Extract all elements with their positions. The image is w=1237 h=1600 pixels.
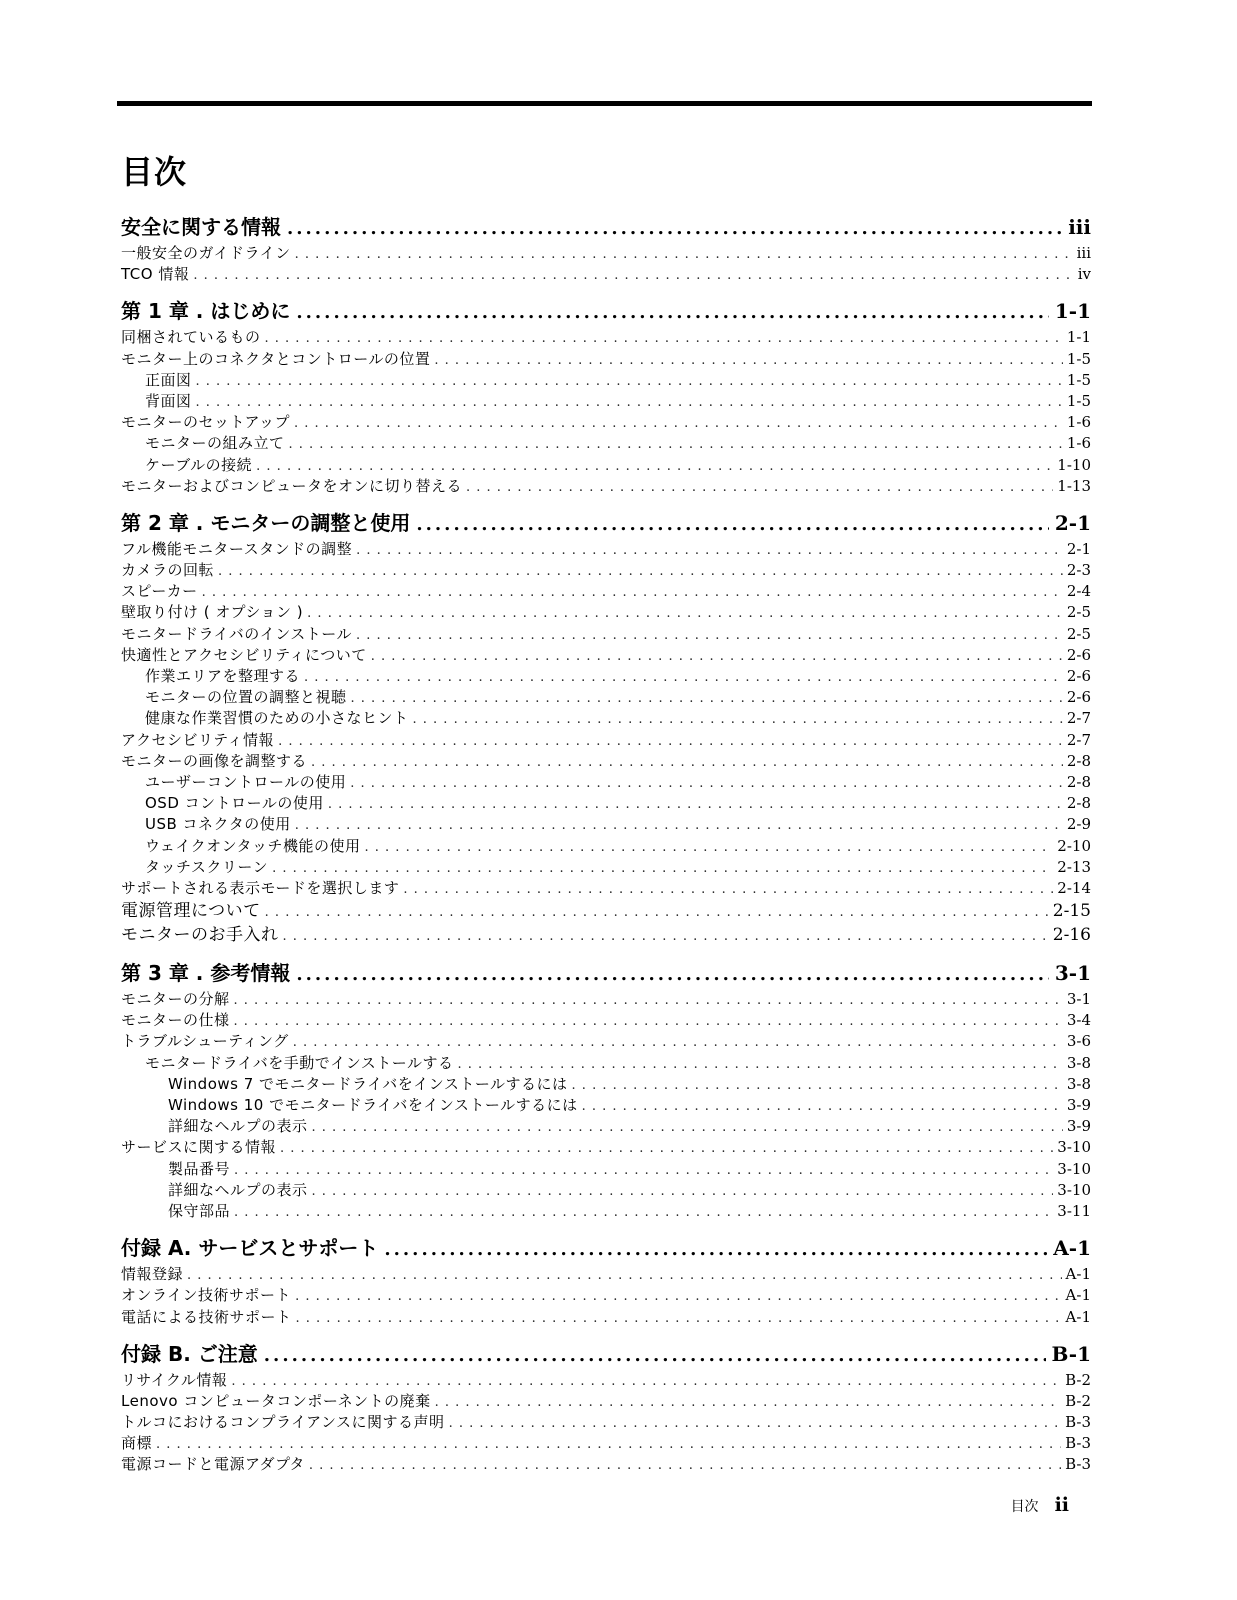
entry-page-number: 2-10 <box>1057 836 1091 855</box>
entry-page-number: 2-6 <box>1066 688 1091 707</box>
entry-title: 健康な作業習慣のための小さなヒント <box>145 709 409 728</box>
dot-leader <box>296 299 1048 327</box>
toc-entry[interactable] <box>121 687 1091 708</box>
entry-page-number: 2-6 <box>1066 667 1091 685</box>
entry-title: モニターの組み立て <box>145 434 285 453</box>
dot-leader <box>265 901 1049 925</box>
toc-entry[interactable] <box>121 730 1091 751</box>
entry-page-number: 3-10 <box>1057 1138 1091 1157</box>
entry-page-number: 2-6 <box>1066 645 1091 664</box>
chapter-title: 第 1 章 . はじめに <box>121 299 291 324</box>
page-title: 目次 <box>121 153 188 191</box>
entry-page-number: 2-7 <box>1066 709 1091 728</box>
entry-title: タッチスクリーン <box>145 857 269 876</box>
entry-page-number: 3-9 <box>1066 1117 1091 1136</box>
dot-leader <box>293 1032 1063 1053</box>
entry-title: 製品番号 <box>168 1159 231 1178</box>
dot-leader <box>289 434 1063 455</box>
entry-page-number: 1-6 <box>1066 434 1091 453</box>
dot-leader <box>218 561 1063 582</box>
entry-page-number: 2-5 <box>1066 624 1091 643</box>
toc-entry[interactable] <box>121 666 1091 687</box>
dot-leader <box>328 794 1063 815</box>
entry-title: 作業エリアを整理する <box>145 667 301 685</box>
entry-title: 電話による技術サポート <box>121 1307 292 1326</box>
entry-title: 壁取り付け ( オプション ) <box>121 603 304 622</box>
entry-title: オンライン技術サポート <box>121 1286 292 1305</box>
chapter-title: 第 3 章 . 参考情報 <box>121 961 291 986</box>
entry-page-number: B-2 <box>1065 1370 1091 1389</box>
dot-leader <box>309 1455 1061 1476</box>
entry-page-number: 2-14 <box>1057 878 1091 897</box>
entry-title: モニターおよびコンピュータをオンに切り替える <box>121 476 463 495</box>
entry-page-number: 2-5 <box>1066 603 1091 622</box>
dot-leader <box>193 265 1073 286</box>
toc-section <box>121 213 1091 285</box>
entry-title: ケーブルの接続 <box>145 455 253 474</box>
dot-leader <box>416 511 1048 539</box>
dot-leader <box>466 477 1053 498</box>
entry-page-number: 2-7 <box>1066 730 1091 749</box>
toc-entry[interactable] <box>121 1180 1091 1201</box>
entry-title: USB コネクタの使用 <box>145 815 291 834</box>
dot-leader <box>434 350 1062 371</box>
dot-leader <box>265 328 1063 349</box>
dot-leader <box>435 1392 1061 1413</box>
toc-section <box>121 509 1091 947</box>
dot-leader <box>582 1096 1063 1117</box>
entry-title: TCO 情報 <box>121 265 190 284</box>
chapter-page-number: B-1 <box>1051 1341 1091 1366</box>
toc-entry[interactable] <box>121 1285 1091 1306</box>
toc-entry[interactable] <box>121 391 1091 412</box>
entry-page-number: A-1 <box>1065 1286 1091 1305</box>
entry-page-number: 1-5 <box>1066 370 1091 389</box>
toc-entry[interactable] <box>121 455 1091 476</box>
entry-title: トルコにおけるコンプライアンスに関する声明 <box>121 1413 445 1432</box>
toc-entry[interactable] <box>121 708 1091 729</box>
dot-leader <box>304 667 1063 688</box>
entry-page-number: 1-5 <box>1066 391 1091 410</box>
entry-title: モニターの画像を調整する <box>121 751 308 770</box>
entry-title: モニタードライバを手動でインストールする <box>145 1053 454 1072</box>
toc-entry[interactable] <box>121 370 1091 391</box>
toc-chapter-entry[interactable] <box>121 1234 1091 1262</box>
dot-leader <box>234 990 1063 1011</box>
dot-leader <box>264 1342 1046 1370</box>
chapter-page-number: A-1 <box>1053 1236 1091 1261</box>
entry-title: 電源コードと電源アダプタ <box>121 1455 305 1474</box>
entry-title: 正面図 <box>145 370 192 389</box>
toc-entry[interactable] <box>121 1137 1091 1158</box>
dot-leader <box>196 371 1063 392</box>
chapter-page-number: 1-1 <box>1054 299 1091 324</box>
toc-entry[interactable] <box>121 581 1091 602</box>
entry-page-number: 2-9 <box>1066 815 1091 834</box>
entry-page-number: 3-1 <box>1066 990 1091 1009</box>
entry-title: モニターの仕様 <box>121 1011 230 1030</box>
toc-entry[interactable] <box>121 602 1091 623</box>
entry-title: 情報登録 <box>121 1265 184 1284</box>
entry-page-number: B-3 <box>1065 1455 1091 1474</box>
dot-leader <box>312 1117 1063 1138</box>
toc-chapter-entry[interactable] <box>121 509 1091 537</box>
toc-entry[interactable] <box>121 923 1091 947</box>
entry-title: リサイクル情報 <box>121 1370 228 1389</box>
entry-page-number: 2-8 <box>1066 751 1091 770</box>
entry-page-number: 1-13 <box>1057 476 1091 495</box>
dot-leader <box>283 925 1049 949</box>
entry-title: Windows 7 でモニタードライバをインストールするには <box>168 1074 568 1093</box>
entry-page-number: 1-1 <box>1066 328 1091 347</box>
toc-section <box>121 959 1091 1222</box>
dot-leader <box>280 1138 1053 1159</box>
toc-entry[interactable] <box>121 1010 1091 1031</box>
toc-entry[interactable] <box>121 1454 1091 1475</box>
chapter-title: 第 2 章 . モニターの調整と使用 <box>121 510 411 535</box>
chapter-page-number: 3-1 <box>1054 961 1091 986</box>
entry-title: モニターのお手入れ <box>121 925 279 946</box>
dot-leader <box>449 1413 1062 1434</box>
entry-title: 一般安全のガイドライン <box>121 244 291 262</box>
entry-title: サポートされる表示モードを選択します <box>121 878 400 897</box>
dot-leader <box>350 773 1063 794</box>
footer-page-number: ii <box>1054 1494 1069 1516</box>
dot-leader <box>156 1434 1061 1455</box>
dot-leader <box>234 1011 1063 1032</box>
dot-leader <box>202 582 1063 603</box>
chapter-title: 付録 B. ご注意 <box>121 1341 258 1366</box>
chapter-title: 付録 A. サービスとサポート <box>121 1236 379 1261</box>
entry-page-number: 1-6 <box>1066 413 1091 432</box>
entry-title: モニターの分解 <box>121 990 230 1009</box>
toc-entry[interactable] <box>121 1116 1091 1137</box>
dot-leader <box>413 709 1063 730</box>
toc-entry[interactable] <box>121 349 1091 370</box>
entry-title: 背面図 <box>145 391 192 410</box>
entry-title: サービスに関する情報 <box>121 1138 277 1157</box>
toc-chapter-entry[interactable] <box>121 213 1091 241</box>
entry-page-number: B-3 <box>1065 1434 1091 1453</box>
entry-title: 同梱されているもの <box>121 328 261 347</box>
toc-entry[interactable] <box>121 327 1091 348</box>
dot-leader <box>351 688 1063 709</box>
dot-leader <box>365 837 1054 858</box>
dot-leader <box>296 961 1048 989</box>
entry-title: ウェイクオンタッチ機能の使用 <box>145 836 361 855</box>
dot-leader <box>384 1236 1047 1264</box>
dot-leader <box>403 879 1053 900</box>
entry-title: トラブルシューティング <box>121 1032 289 1051</box>
toc-entry[interactable] <box>121 989 1091 1010</box>
toc-chapter-entry[interactable] <box>121 297 1091 325</box>
dot-leader <box>356 540 1063 561</box>
entry-title: モニタードライバのインストール <box>121 624 353 643</box>
entry-title: 保守部品 <box>168 1201 231 1220</box>
dot-leader <box>371 646 1063 667</box>
dot-leader <box>278 731 1063 752</box>
toc-entry[interactable] <box>121 476 1091 497</box>
entry-title: OSD コントロールの使用 <box>145 794 324 813</box>
chapter-title: 安全に関する情報 <box>121 215 281 239</box>
toc-entry[interactable] <box>121 1433 1091 1454</box>
chapter-page-number: iii <box>1068 215 1091 239</box>
entry-title: 商標 <box>121 1434 153 1453</box>
toc-chapter-entry[interactable] <box>121 959 1091 987</box>
toc-entry[interactable] <box>121 624 1091 645</box>
toc-entry[interactable] <box>121 878 1091 899</box>
toc-entry[interactable] <box>121 1307 1091 1328</box>
entry-page-number: 2-8 <box>1066 794 1091 813</box>
toc-entry[interactable] <box>121 412 1091 433</box>
entry-page-number: 2-4 <box>1066 582 1091 601</box>
footer-label: 目次 <box>1010 1499 1039 1515</box>
entry-page-number: 2-15 <box>1052 901 1091 922</box>
toc-entry[interactable] <box>121 264 1091 285</box>
dot-leader <box>231 1371 1061 1392</box>
entry-page-number: iv <box>1077 265 1091 284</box>
entry-title: フル機能モニタースタンドの調整 <box>121 539 353 558</box>
toc-entry[interactable] <box>121 1159 1091 1180</box>
toc-chapter-entry[interactable] <box>121 1340 1091 1368</box>
toc-entry[interactable] <box>121 243 1091 264</box>
entry-title: 詳細なヘルプの表示 <box>168 1180 308 1199</box>
dot-leader <box>272 858 1053 879</box>
dot-leader <box>311 752 1063 773</box>
toc-entry[interactable] <box>121 899 1091 923</box>
entry-page-number: 1-10 <box>1057 455 1091 474</box>
entry-page-number: 2-3 <box>1066 561 1091 580</box>
entry-page-number: A-1 <box>1065 1307 1091 1326</box>
dot-leader <box>256 456 1053 477</box>
entry-page-number: A-1 <box>1065 1265 1091 1284</box>
entry-title: 詳細なヘルプの表示 <box>168 1117 308 1136</box>
table-of-contents <box>121 213 1091 1488</box>
entry-title: モニターのセットアップ <box>121 413 291 432</box>
toc-entry[interactable] <box>121 560 1091 581</box>
entry-page-number: 3-8 <box>1066 1053 1091 1072</box>
entry-title: Windows 10 でモニタードライバをインストールするには <box>168 1096 578 1114</box>
toc-entry[interactable] <box>121 1264 1091 1285</box>
toc-entry[interactable] <box>121 814 1091 835</box>
toc-entry[interactable] <box>121 1412 1091 1433</box>
entry-title: ユーザーコントロールの使用 <box>145 772 347 791</box>
entry-title: モニター上のコネクタとコントロールの位置 <box>121 349 431 368</box>
entry-page-number: iii <box>1076 244 1091 262</box>
entry-title: 快適性とアクセシビリティについて <box>121 645 367 664</box>
toc-entry[interactable] <box>121 433 1091 454</box>
entry-page-number: B-2 <box>1065 1391 1091 1410</box>
dot-leader <box>307 603 1063 624</box>
toc-entry[interactable] <box>121 857 1091 878</box>
toc-entry[interactable] <box>121 1053 1091 1074</box>
toc-entry[interactable] <box>121 1031 1091 1052</box>
dot-leader <box>572 1075 1063 1096</box>
dot-leader <box>295 815 1063 836</box>
dot-leader <box>296 1308 1062 1329</box>
dot-leader <box>295 1286 1061 1307</box>
entry-page-number: 2-8 <box>1066 772 1091 791</box>
entry-page-number: 2-1 <box>1066 539 1091 558</box>
entry-page-number: 1-5 <box>1066 349 1091 368</box>
entry-page-number: 3-10 <box>1057 1159 1091 1178</box>
entry-title: Lenovo コンピュータコンポーネントの廃棄 <box>121 1391 431 1410</box>
dot-leader <box>196 392 1063 413</box>
entry-page-number: 3-10 <box>1057 1180 1091 1199</box>
dot-leader <box>312 1181 1054 1202</box>
entry-page-number: 3-11 <box>1057 1201 1091 1220</box>
toc-entry[interactable] <box>121 772 1091 793</box>
entry-page-number: B-3 <box>1065 1413 1091 1432</box>
entry-page-number: 3-6 <box>1066 1032 1091 1051</box>
entry-title: 電源管理について <box>121 901 261 922</box>
entry-page-number: 2-13 <box>1057 857 1091 876</box>
toc-entry[interactable] <box>121 1074 1091 1095</box>
entry-title: アクセシビリティ情報 <box>121 730 275 749</box>
dot-leader <box>234 1202 1053 1223</box>
toc-entry[interactable] <box>121 1201 1091 1222</box>
entry-title: カメラの回転 <box>121 561 215 580</box>
dot-leader <box>234 1160 1053 1181</box>
toc-entry[interactable] <box>121 539 1091 560</box>
dot-leader <box>295 244 1073 265</box>
toc-entry[interactable] <box>121 645 1091 666</box>
entry-title: モニターの位置の調整と視聴 <box>145 688 347 707</box>
toc-entry[interactable] <box>121 1391 1091 1412</box>
dot-leader <box>187 1265 1062 1286</box>
entry-page-number: 3-4 <box>1066 1011 1091 1030</box>
entry-page-number: 3-9 <box>1066 1096 1091 1114</box>
entry-page-number: 2-16 <box>1052 925 1091 946</box>
toc-section <box>121 297 1091 497</box>
toc-section <box>121 1340 1091 1476</box>
toc-entry[interactable] <box>121 1370 1091 1391</box>
dot-leader <box>458 1054 1063 1075</box>
top-rule <box>117 101 1092 106</box>
toc-entry[interactable] <box>121 793 1091 814</box>
chapter-page-number: 2-1 <box>1054 510 1091 535</box>
dot-leader <box>356 625 1063 646</box>
entry-title: スピーカー <box>121 582 198 601</box>
entry-page-number: 3-8 <box>1066 1074 1091 1093</box>
toc-entry[interactable] <box>121 836 1091 857</box>
toc-entry[interactable] <box>121 751 1091 772</box>
toc-section <box>121 1234 1091 1328</box>
toc-entry[interactable] <box>121 1095 1091 1116</box>
dot-leader <box>287 215 1062 243</box>
page-footer <box>1011 1494 1069 1516</box>
dot-leader <box>294 413 1063 434</box>
